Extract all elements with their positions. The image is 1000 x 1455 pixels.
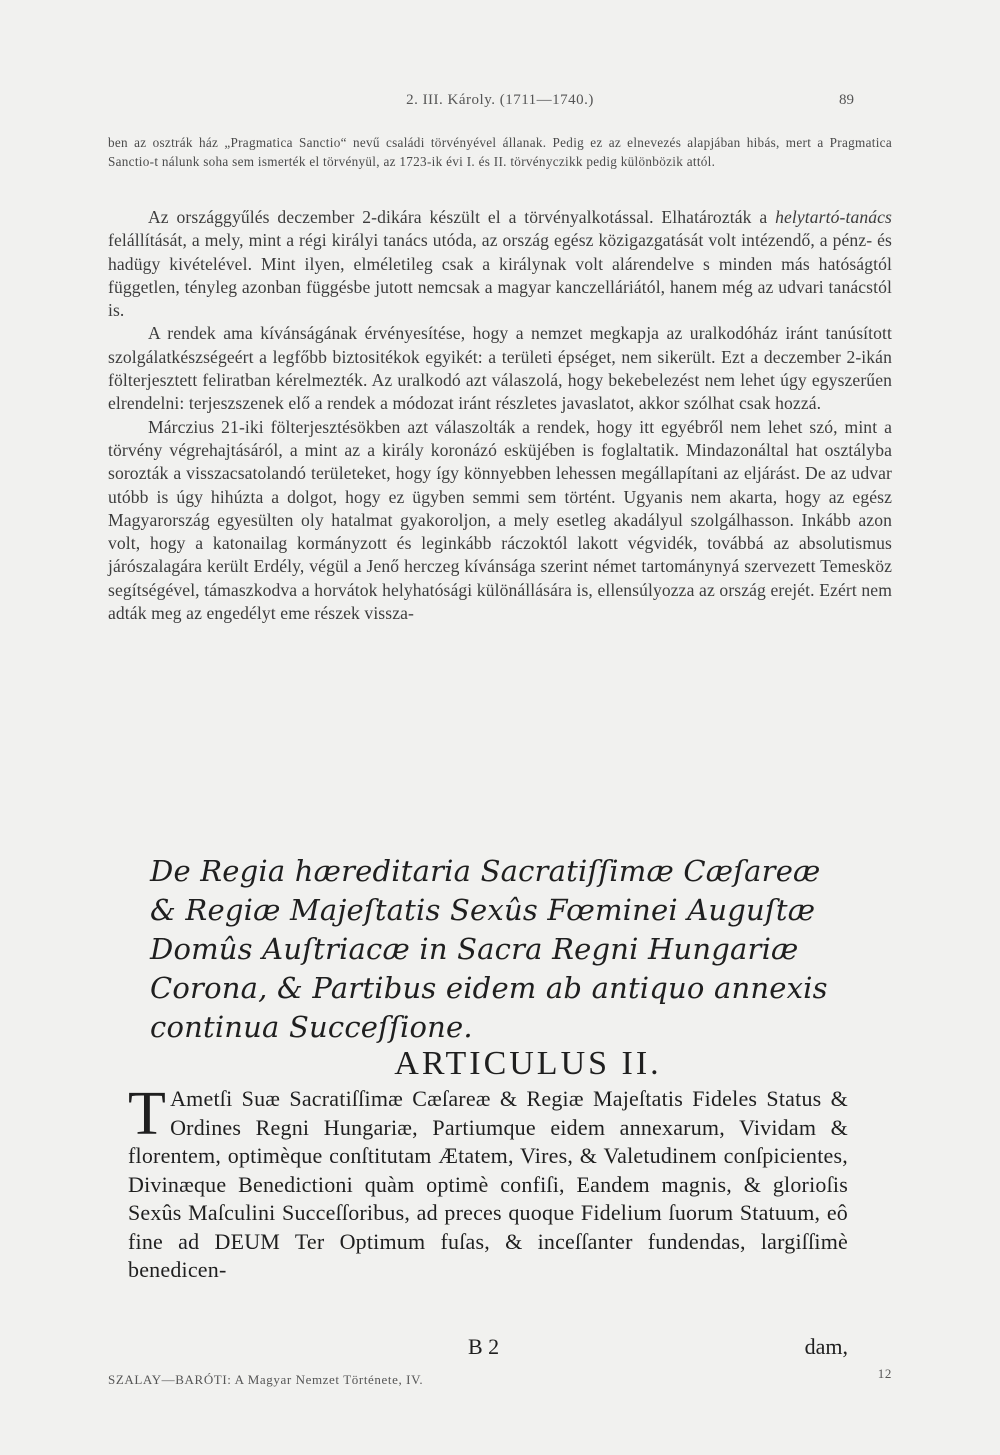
paragraph-1-text-a: Az országgyűlés deczember 2-dikára készült el a törvényalkotással. Elhatározták a <box>148 207 776 227</box>
facsimile-text-body: Ametſi Suæ Sacratiſſimæ Cæſareæ & Regiæ Majeſtatis Fideles Status & Ordines Regni Hungariæ, Partiumque eidem annexarum, Vividam & florentem, optimèque conſtitutam Ætatem, Vires, & Valetudinem conſpicientes, Divinæque Benedictioni quàm optimè confiſi, Eandem magnis, & glorioſis Sexûs Maſculini Succeſſoribus, ad preces quoque Fidelium ſuorum Statuum, eô fine ad DEUM Ter Optimum fuſas, & inceſſanter fundendas, largiſſimè benedicen- <box>128 1086 848 1282</box>
paragraph-1 <box>108 206 892 322</box>
page-number: 89 <box>839 92 854 108</box>
latin-facsimile <box>128 852 848 1285</box>
running-head-title: 2. III. Károly. (1711—1740.) <box>406 92 594 108</box>
sheet-number: 12 <box>877 1366 892 1381</box>
articulus-heading: ARTICULUS II. <box>394 1045 662 1082</box>
facsimile-text <box>128 1080 848 1285</box>
paragraph-2: A rendek ama kívánságának érvényesítése, hogy a nemzet megkapja az uralkodóház iránt tanúsított szolgálatkészségeért a legfőbb biztositékok egyikét: a területi épséget, nem sikerült. Ezt a deczember 2-ikán fölterjesztett feliratban kérelmezték. Az uralkodó azt válaszolá, hogy bekebelezést nem lehet úgy egyszerűen elrendelni: terjeszszenek elő a rendek a módozat iránt részletes javaslatot, akkor szólhat csak hozzá. <box>108 323 892 414</box>
facsimile-title: De Regia hæreditaria Sacratiſſimæ Cæſareæ & Regiæ Majeſtatis Sexûs Fœminei Auguſtæ Domûs Auſtriacæ in Sacra Regni Hungariæ Corona, & Partibus eidem ab antiquo annexis continua Succeſſione. <box>150 854 828 1044</box>
running-header <box>0 92 1000 116</box>
page-footer <box>108 1366 892 1388</box>
catchword: dam, <box>804 1334 848 1359</box>
facsimile-catchline <box>128 1334 848 1364</box>
footer-credit: SZALAY—BARÓTI: A Magyar Nemzet Története, IV. <box>108 1372 424 1387</box>
drop-cap: T <box>128 1080 167 1148</box>
paragraph-3: Márczius 21-iki fölterjesztésökben azt válaszolták a rendek, hogy itt egyébről nem lehet szó, mint a törvény végrehajtásáról, a mint az a király koronázó esküjében is foglaltatik. Mindazonáltal hat osztályba sorozták a visszacsatolandó területeket, hogy így könnyebben lehessen megállapítani az eljárást. De az udvar utóbb is úgy hihúzta a dolgot, hogy ez ügyben semmi sem történt. Ugyanis nem akarta, hogy az egész Magyarország egyesülten oly hatalmat gyakoroljon, a mely esetleg akadályul szolgálhasson. Inkább azon volt, hogy a katonailag kormányzott és leginkább ráczoktól lakott végvidék, továbbá az absolutismus járószalagára került Erdély, végül a Jenő herczeg kívánsága szerint német tartománynyá szervezett Temesköz segítségével, támaszkodva a horvátok helyhatósági különállására is, ellensúlyozza az ország erejét. Ezért nem adták meg az engedélyt eme részek vissza- <box>108 416 892 624</box>
footnote-continuation: ben az osztrák ház „Pragmatica Sanctio“ nevű családi törvényével állanak. Pedig ez az elnevezés alapjában hibás, mert a Pragmatica Sanctio-t nálunk soha sem ismerték el törvényül, az 1723-ik évi I. és II. törvényczikk pedig különbözik attól. <box>108 135 892 169</box>
main-text <box>108 206 892 625</box>
paragraph-1-emphasis: helytartó-tanács <box>775 207 892 227</box>
signature-mark: B 2 <box>468 1334 500 1359</box>
paragraph-1-text-b: felállítását, a mely, mint a régi királyi tanács utóda, az ország egész közigazgatását volt intézendő, a pénz- és hadügy kivételével. Mint ilyen, elméletileg csak a királynak volt alárendelve s minden más hatóságtól független, tényleg azonban függésbe jutott nemcsak a magyar kanczelláriától, hanem még az udvari tanácstól is. <box>108 230 892 321</box>
